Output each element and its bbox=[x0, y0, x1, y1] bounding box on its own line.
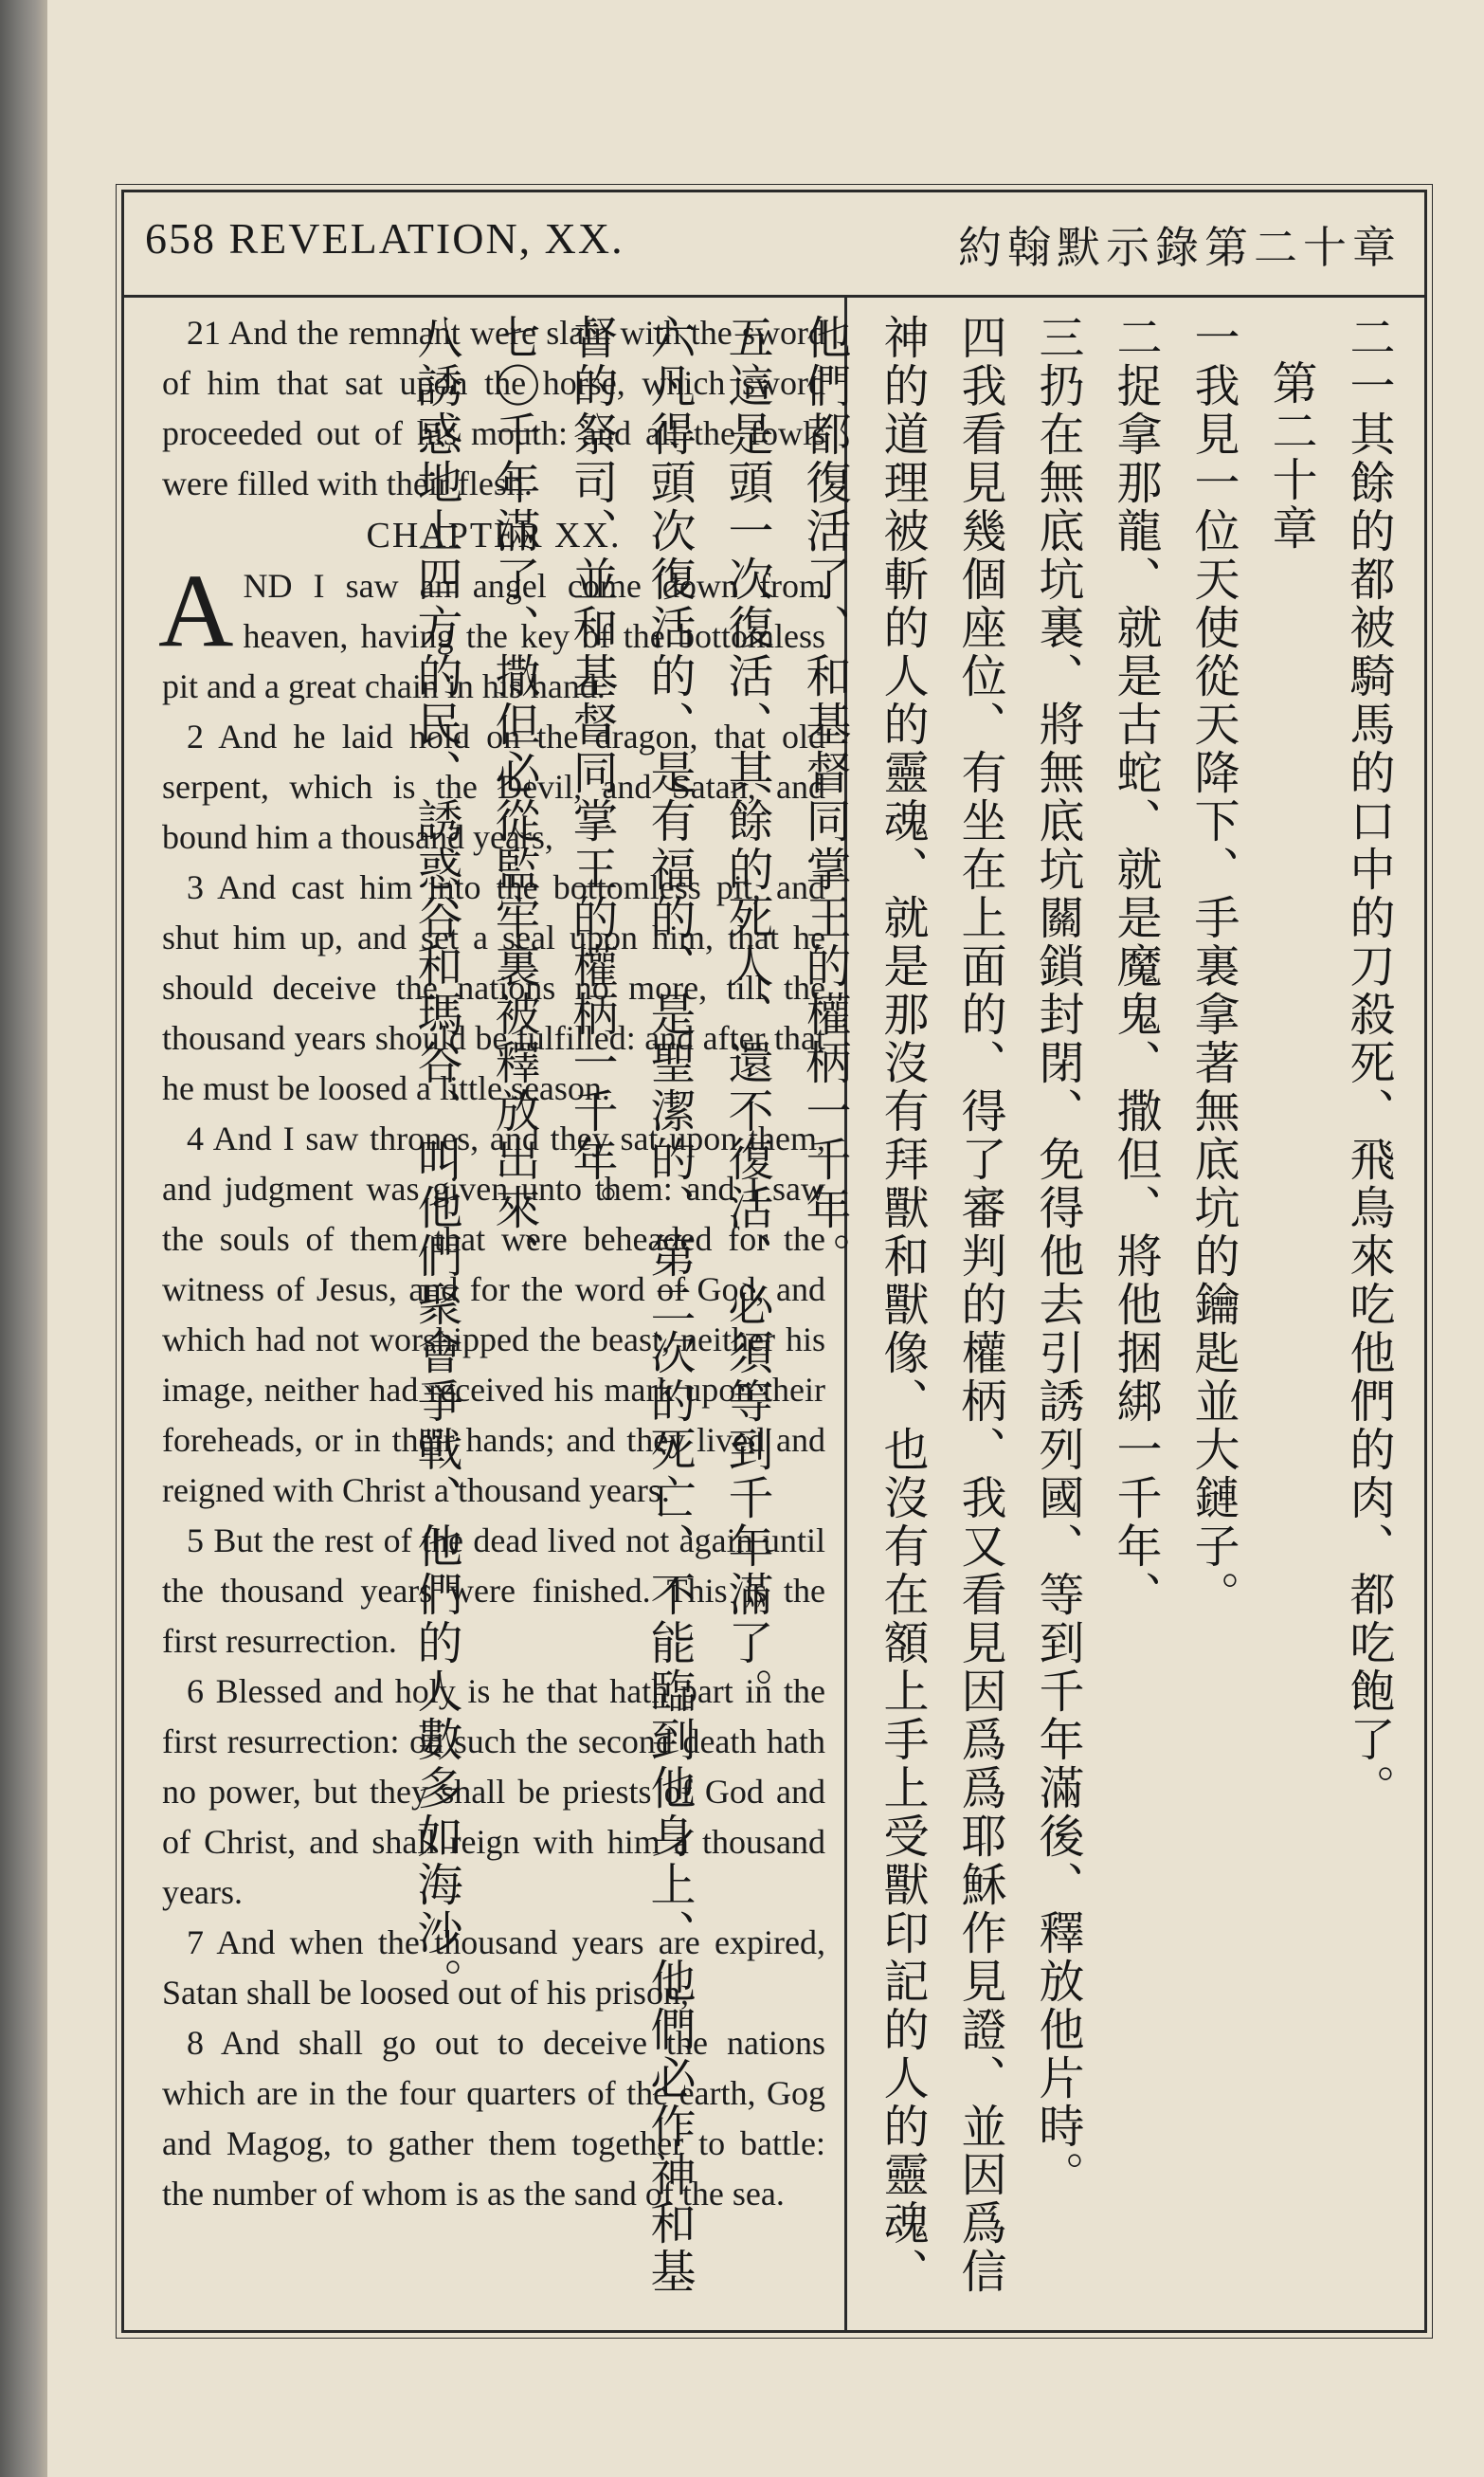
book-page bbox=[47, 0, 1484, 2477]
running-head bbox=[145, 213, 624, 264]
page-number: 658 bbox=[145, 214, 216, 263]
verse-8-english: 8 And shall go out to deceive the nations which are in the four quarters of the earth, Gog and Magog, to gather them together to battle: the number of whom is as the sand of the sea. bbox=[162, 2024, 825, 2213]
verse-7-chinese: 七〇千年滿了、撒但必從監牢裏被釋放出來、 bbox=[487, 314, 540, 1281]
verse-4-chinese: 四我看見幾個座位、有坐在上面的、得了審判的權柄、我又看見因爲爲耶穌作見證、並因爲信神的道理被斬的人的靈魂、就是那沒有拜獸和獸像、也沒有在額上手上受獸印記的人的靈魂、他們都復活了、和基督同掌王的權柄一千年。 bbox=[798, 314, 1006, 2296]
verse-2-english: 2 And he laid hold on the dragon, that old serpent, which is the Devil, and Satan, and bound him a thousand years, bbox=[162, 718, 825, 856]
chinese-running-head: 約翰默示錄第二十章 bbox=[958, 222, 1402, 273]
book-binding-edge bbox=[0, 0, 47, 2477]
verse-6-chinese: 六凡得頭次復活的、是有福的、是聖潔的、第二次的死亡、不能臨到他身上、他們必作神和基督的祭司、並和基督同掌王的權柄一千年。 bbox=[565, 314, 696, 2296]
verse-7-english: 7 And when the thousand years are expired, Satan shall be loosed out of his prison, bbox=[162, 1923, 825, 2012]
verse-21-english: 21 And the remnant were slain with the sword of him that sat upon the horse, which sword proceeded out of his mouth: and all the fowls were filled with their flesh. bbox=[162, 314, 825, 502]
chapter-heading: CHAPTER XX. bbox=[366, 516, 622, 556]
header-rule bbox=[124, 295, 1424, 298]
verse-1-chinese: 一我見一位天使從天降下、手裏拿著無底坑的鑰匙並大鏈子。 bbox=[1186, 314, 1240, 1619]
verse-4-english: 4 And I saw thrones, and they sat upon them, and judgment was given unto them: and I saw the souls of them that were beheaded for the witness of Jesus, and for the word of God, and which had not worshipped the beast, neither his image, neither had received his mark upon their foreheads, or in their hands; and they lived and reigned with Christ a thousand years. bbox=[162, 1120, 825, 1509]
verse-1-text: ND I saw an angel come down from heaven, having the key of the bottomless pit and a great chain in his hand. bbox=[162, 567, 825, 705]
page-frame bbox=[121, 190, 1427, 2333]
verse-5-chinese: 五這是頭一次復活、其餘的死人、還不復活、必須等到千年滿了。 bbox=[720, 314, 773, 1716]
verse-6-english: 6 Blessed and holy is he that hath part in the first resurrection: on such the second death hath no power, but they shall be priests of God and of Christ, and shall reign with him a thousand years. bbox=[162, 1672, 825, 1911]
book-title: REVELATION, XX. bbox=[228, 214, 624, 263]
verse-5-english: 5 But the rest of the dead lived not again until the thousand years were finished. This is the first resurrection. bbox=[162, 1521, 825, 1660]
chinese-chapter-heading: 第二十章 bbox=[1264, 359, 1317, 553]
verse-3-english: 3 And cast him into the bottomless pit, and shut him up, and set a seal upon him, that he should deceive the nations no more, till the thousand years should be fulfilled: and after that he must be loosed a little season. bbox=[162, 868, 825, 1107]
drop-cap: A bbox=[158, 553, 234, 668]
verse-2-chinese: 二捉拿那龍、就是古蛇、就是魔鬼、撒但、將他捆綁一千年、 bbox=[1109, 314, 1162, 1619]
verse-3-chinese: 三扔在無底坑裏、將無底坑關鎖封閉、免得他去引誘列國、等到千年滿後、釋放他片時。 bbox=[1031, 314, 1084, 2199]
verse-21-chinese: 二一其餘的都被騎馬的口中的刀殺死、飛鳥來吃他們的肉、都吃飽了。 bbox=[1342, 314, 1395, 1812]
verse-8-chinese: 八誘惑地上四方的民、誘惑谷和瑪谷、叫他們聚會爭戰、他們的人數多如海沙。 bbox=[409, 314, 462, 2006]
